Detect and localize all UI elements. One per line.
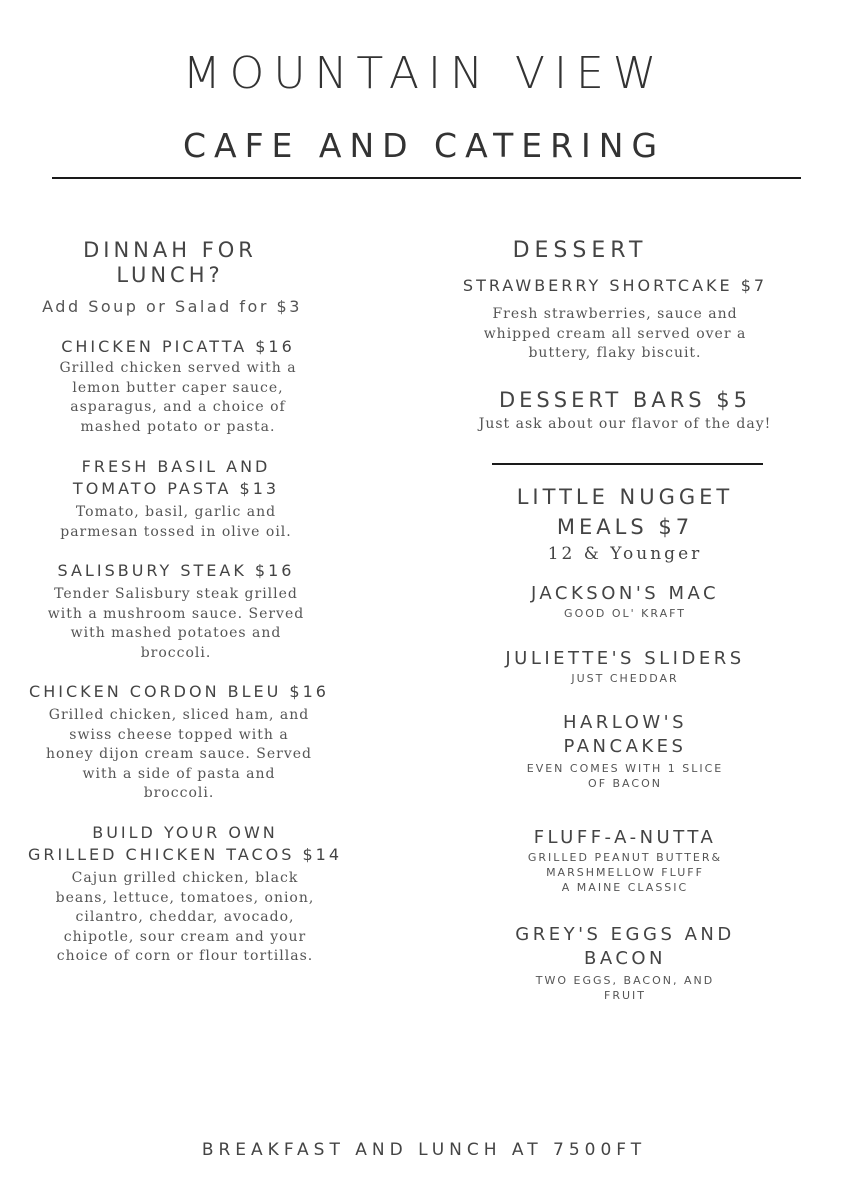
desc-line: buttery, flaky biscuit. <box>528 345 702 361</box>
kids-item-desc <box>480 973 770 1003</box>
desc-line: Fresh strawberries, sauce and <box>492 306 738 322</box>
lunch-heading <box>0 238 340 288</box>
kids-item-title <box>480 711 770 759</box>
desc-line: GRILLED PEANUT BUTTER& <box>527 851 723 864</box>
kids-item-desc <box>480 671 770 686</box>
lunch-item-desc <box>0 869 370 967</box>
title-line: GRILLED CHICKEN TACOS $14 <box>27 845 343 864</box>
lunch-item-desc <box>0 706 358 804</box>
title-line: BUILD YOUR OWN <box>92 823 278 842</box>
title-line: PANCAKES <box>563 736 687 757</box>
dessert-item-title: DESSERT BARS $5 <box>498 388 752 412</box>
lunch-heading-line1: DINNAH FOR <box>83 238 257 262</box>
kids-item-desc <box>480 850 770 895</box>
desc-line: parmesan tossed in olive oil. <box>60 523 292 540</box>
desc-line: Grilled chicken, sliced ham, and <box>48 707 310 723</box>
kids-item-title <box>480 923 770 971</box>
dessert-heading: DESSERT <box>512 238 648 263</box>
lunch-item-desc <box>0 585 352 663</box>
footer-tagline: BREAKFAST AND LUNCH AT 7500FT <box>201 1140 647 1160</box>
title-line: GREY'S EGGS AND <box>515 924 735 945</box>
desc-line: OF BACON <box>588 777 662 790</box>
title-line: BACON <box>583 948 667 969</box>
desc-line: asparagus, and a choice of <box>70 399 286 415</box>
dessert-item <box>430 275 800 364</box>
title-line: TOMATO PASTA $13 <box>72 479 280 498</box>
lunch-item <box>0 336 356 437</box>
desc-line: mashed potato or pasta. <box>80 418 276 435</box>
desc-line: broccoli. <box>143 785 215 801</box>
lunch-item-title: CHICKEN CORDON BLEU $16 <box>29 682 329 701</box>
lunch-item-title: CHICKEN PICATTA $16 <box>61 337 295 356</box>
desc-line: broccoli. <box>140 644 212 661</box>
lunch-item-desc <box>0 503 352 542</box>
restaurant-name: MOUNTAIN VIEW <box>182 48 666 99</box>
lunch-item-title: SALISBURY STEAK $16 <box>57 561 295 580</box>
desc-line: FRUIT <box>604 989 646 1002</box>
lunch-item-title <box>0 822 370 866</box>
kids-item <box>480 582 770 621</box>
lunch-heading-line2: LUNCH? <box>116 263 224 288</box>
desc-line: TWO EGGS, BACON, AND <box>535 974 715 987</box>
lunch-item-title <box>0 456 352 500</box>
desc-line: Grilled chicken served with a <box>59 360 297 376</box>
dessert-item-title: STRAWBERRY SHORTCAKE $7 <box>462 276 768 295</box>
lunch-addon-note: Add Soup or Salad for $3 <box>42 297 302 316</box>
desc-line: EVEN COMES WITH 1 SLICE <box>526 762 724 775</box>
kids-item <box>480 711 770 791</box>
desc-line: with mashed potatoes and <box>70 625 282 641</box>
dessert-item-desc <box>430 305 800 364</box>
desc-line: GOOD OL' KRAFT <box>564 607 686 620</box>
kids-age-note: 12 & Younger <box>547 544 703 564</box>
header-divider <box>52 177 801 179</box>
desc-line: JUST CHEDDAR <box>571 672 679 685</box>
desc-line: Tomato, basil, garlic and <box>75 504 277 520</box>
desc-line: Cajun grilled chicken, black <box>71 870 299 886</box>
kids-item <box>480 923 770 1003</box>
title-line: FRESH BASIL AND <box>81 457 271 476</box>
desc-line: choice of corn or flour tortillas. <box>56 948 314 964</box>
lunch-item <box>0 456 352 542</box>
lunch-item <box>0 822 370 967</box>
desc-line: Just ask about our flavor of the day! <box>478 416 772 432</box>
desc-line: whipped cream all served over a <box>483 325 747 342</box>
desc-line: honey dijon cream sauce. Served <box>46 746 312 762</box>
kids-heading-line2: MEALS $7 <box>556 515 694 539</box>
lunch-item <box>0 681 358 804</box>
desc-line: with a mushroom sauce. Served <box>47 605 305 622</box>
kids-item-title: JULIETTE'S SLIDERS <box>505 648 745 669</box>
desc-line: lemon butter caper sauce, <box>72 379 284 396</box>
kids-item-desc <box>480 606 770 621</box>
desc-line: cilantro, cheddar, avocado, <box>75 909 295 925</box>
desc-line: swiss cheese topped with a <box>69 726 289 743</box>
desc-line: Tender Salisbury steak grilled <box>54 586 298 602</box>
desc-line: with a side of pasta and <box>82 765 276 782</box>
desc-line: A MAINE CLASSIC <box>561 881 689 894</box>
dessert-item <box>440 386 810 435</box>
kids-item-title: JACKSON'S MAC <box>530 583 720 604</box>
kids-heading-line1: LITTLE NUGGET <box>516 485 734 509</box>
lunch-item-desc <box>0 359 356 437</box>
restaurant-subtitle: CAFE AND CATERING <box>182 126 666 165</box>
kids-item <box>480 647 770 686</box>
dessert-item-desc <box>440 415 810 435</box>
kids-divider <box>492 463 763 465</box>
kids-item <box>480 826 770 895</box>
kids-heading <box>480 482 770 542</box>
kids-item-title: FLUFF-A-NUTTA <box>533 827 717 848</box>
kids-item-desc <box>480 761 770 791</box>
title-line: HARLOW'S <box>562 712 688 733</box>
desc-line: beans, lettuce, tomatoes, onion, <box>55 889 315 906</box>
lunch-item <box>0 560 352 663</box>
desc-line: chipotle, sour cream and your <box>63 928 307 945</box>
desc-line: MARSHMELLOW FLUFF <box>546 866 704 879</box>
